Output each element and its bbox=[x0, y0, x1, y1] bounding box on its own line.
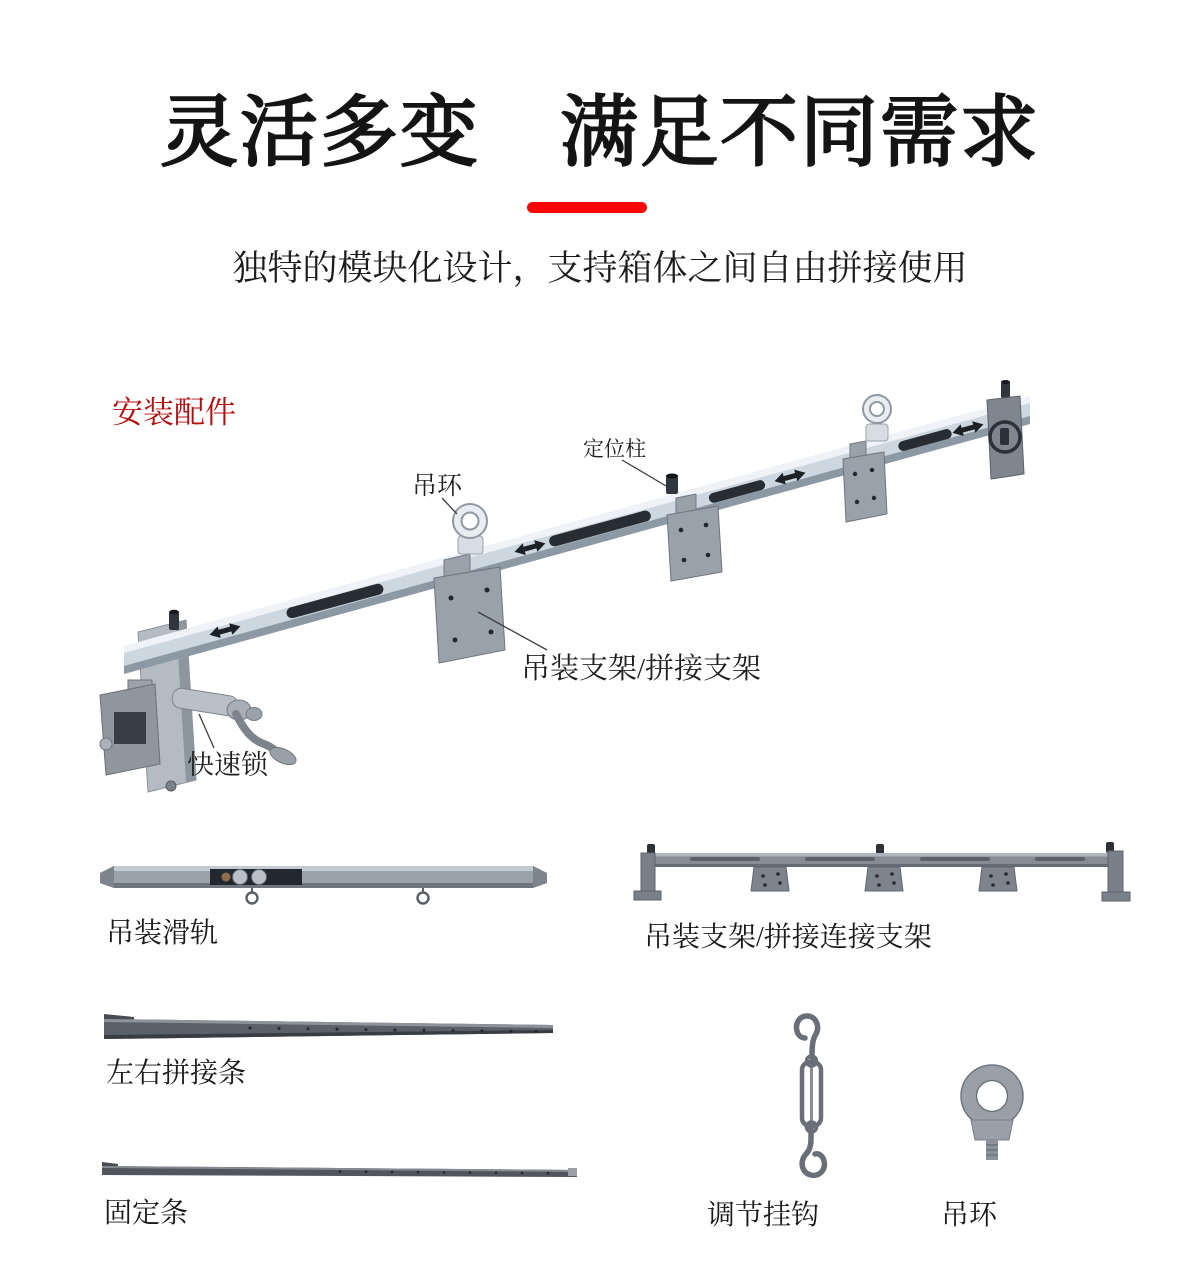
lifting-ring-b bbox=[863, 395, 891, 441]
lifting-ring-a bbox=[453, 504, 487, 554]
callout-positioning-pin: 定位柱 bbox=[583, 437, 646, 461]
product-rail-image bbox=[100, 866, 547, 904]
label-product-connect-bracket: 吊装支架/拼接连接支架 bbox=[644, 922, 932, 953]
page-title: 灵活多变 满足不同需求 bbox=[159, 88, 1040, 176]
left-clamp bbox=[100, 684, 160, 775]
hanging-bracket-1 bbox=[434, 554, 505, 663]
product-adjust-hook-image bbox=[796, 1016, 824, 1175]
leader-lines bbox=[199, 460, 666, 748]
section-label: 安装配件 bbox=[112, 395, 236, 430]
label-product-adjust-hook: 调节挂钩 bbox=[707, 1200, 820, 1231]
assembly-diagram bbox=[100, 380, 1030, 792]
hanging-rail bbox=[124, 396, 1030, 674]
product-eyebolt-image bbox=[961, 1065, 1023, 1160]
callout-quick-lock: 快速锁 bbox=[187, 750, 268, 780]
callout-hanging-bracket: 吊装支架/拼接支架 bbox=[521, 653, 762, 685]
product-connect-bracket-image bbox=[634, 842, 1130, 901]
label-product-rail: 吊装滑轨 bbox=[106, 918, 219, 949]
page-subtitle: 独特的模块化设计，支持箱体之间自由拼接使用 bbox=[232, 249, 968, 288]
hanging-bracket-3 bbox=[843, 441, 887, 522]
callout-lifting-ring: 吊环 bbox=[412, 473, 463, 500]
product-fixing-strip-image bbox=[102, 1162, 577, 1177]
label-product-lifting-ring: 吊环 bbox=[941, 1200, 998, 1231]
label-product-side-strip: 左右拼接条 bbox=[106, 1058, 247, 1089]
product-side-strip-image bbox=[104, 1014, 553, 1039]
label-product-fixing-strip: 固定条 bbox=[104, 1198, 189, 1229]
right-end-plate bbox=[987, 396, 1024, 479]
